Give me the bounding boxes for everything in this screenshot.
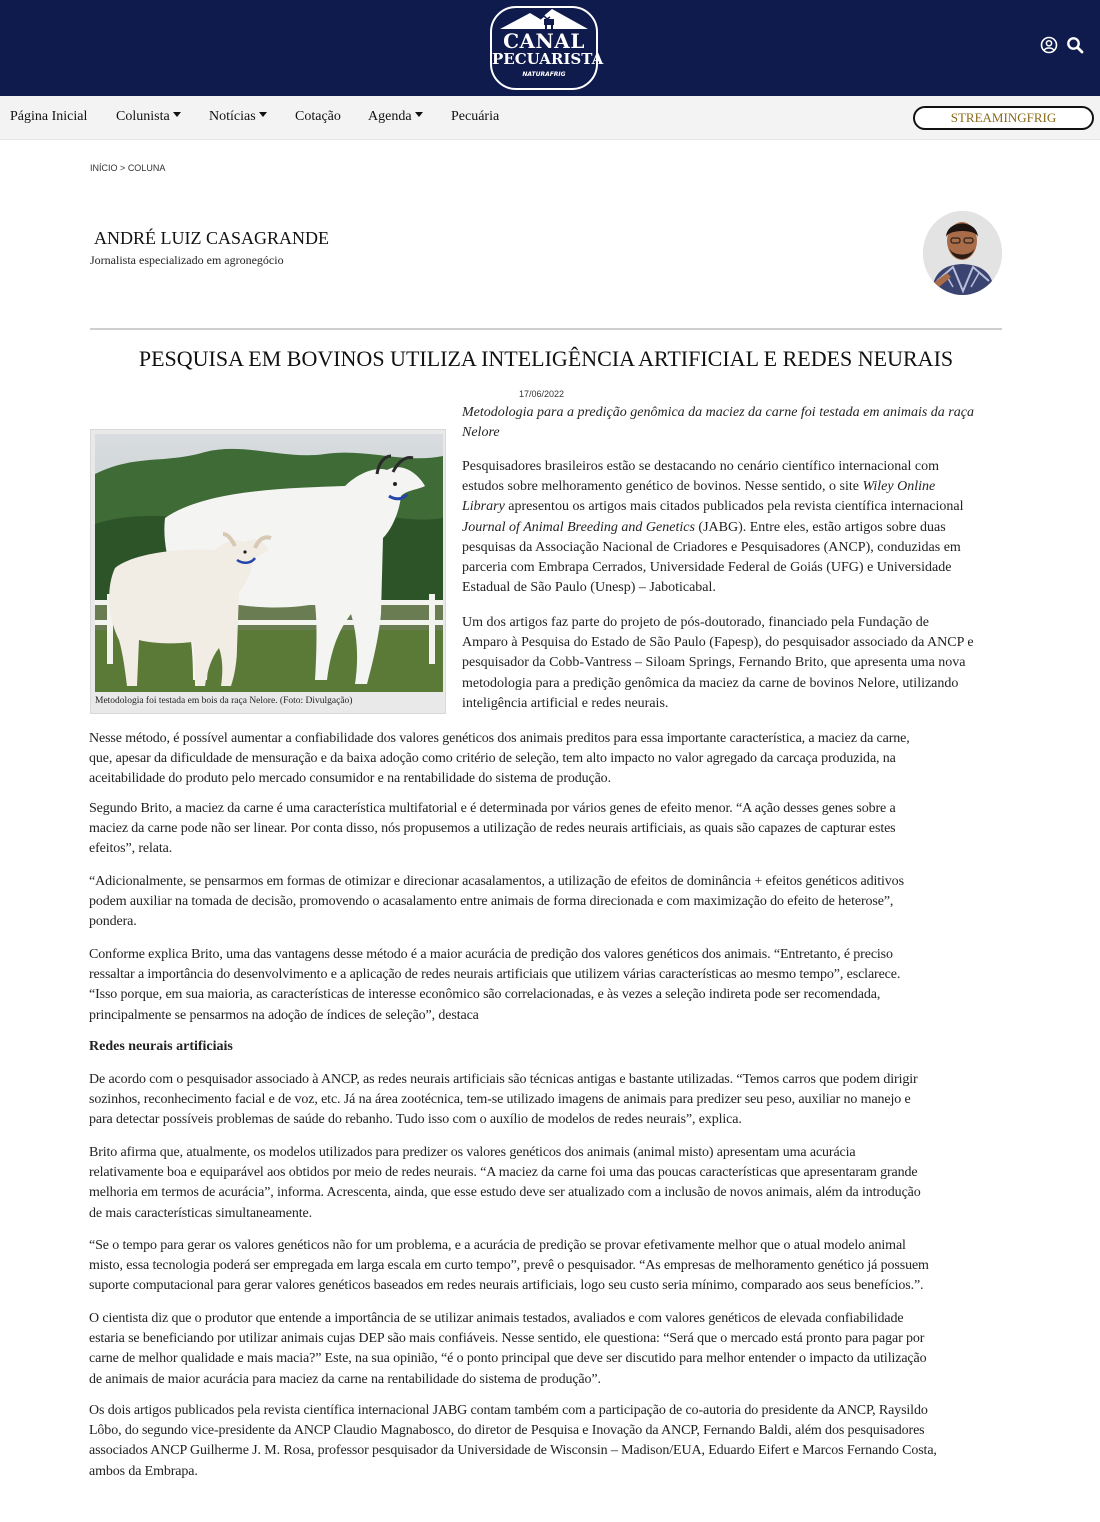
- text-line: carne de melhor qualidade e mais macia?” Este, na sua opinião, “é o ponto principal que deve ser discutido para melhor entender o impacto da utilização: [89, 1351, 927, 1367]
- logo-line-2: PECUARISTA: [492, 50, 604, 68]
- article-paragraph-3: [89, 729, 1004, 790]
- publication-name: Library: [462, 499, 505, 515]
- text-line: para detectar possíveis problemas de saúde do rebanho. Tudo isso com o auxílio de modelos de redes neurais”, explica.: [89, 1112, 742, 1128]
- text-line: Nesse método, é possível aumentar a confiabilidade dos valores genéticos dos animais preditos para essa importante característica, a maciez da carne,: [89, 731, 910, 746]
- text-line: [462, 477, 1002, 497]
- text-line: ressaltar a importância do desenvolvimento e a aplicação de redes neurais artificiais que utilizem várias características ao mesmo tempo”, esclarece.: [89, 967, 901, 983]
- text-line: relativamente boa e equiparável aos obtidos por meio de redes neurais. “A maciez da carne foi uma das poucas características que apresentaram grande: [89, 1165, 918, 1181]
- article-paragraph-5: [89, 872, 1004, 933]
- article-paragraph-6: [89, 945, 1004, 1026]
- article-paragraph-4: [89, 799, 1004, 860]
- article-paragraph-2: [462, 613, 1002, 714]
- text-line: melhoria em termos de acurácia”, informa. Acrescenta, ainda, que esse estudo deve ser atualizado com a inclusão de novos animais, além da introdução: [89, 1185, 921, 1201]
- site-header: [0, 0, 1100, 96]
- publication-name: Wiley Online: [862, 479, 936, 495]
- text-line: metodologia para a predição genômica da maciez da carne de bovinos Nelore, utilizando: [462, 675, 959, 691]
- text-line: “Se o tempo para gerar os valores genéticos não for um problema, e a acurácia de predição se provar efetivamente melhor que o atual modelo animal: [89, 1238, 906, 1253]
- text-line: pesquisas da Associação Nacional de Criadores e Pesquisadores (ANCP), conduzidas em: [462, 539, 961, 555]
- text-line: maciez da carne pode não ser linear. Por conta disso, nós propusemos a utilização de redes neurais artificiais, as quais são capazes de capturar estes: [89, 821, 896, 837]
- breadcrumb: [90, 163, 165, 173]
- main-nav: [0, 96, 1100, 140]
- text-line: Conforme explica Brito, uma das vantagens desse método é a maior acurácia de predição dos valores genéticos dos animais. “Entretanto, é preciso: [89, 947, 893, 962]
- article-subheading: [89, 1037, 1004, 1057]
- figure-caption: Metodologia foi testada em bois da raça Nelore. (Foto: Divulgação): [95, 696, 353, 706]
- text-line: Pesquisadores brasileiros estão se destacando no cenário científico internacional com: [462, 459, 939, 474]
- site-logo[interactable]: [490, 6, 604, 90]
- text-line: Estadual de São Paulo (Unesp) – Jaboticabal.: [462, 580, 716, 596]
- article-title: PESQUISA EM BOVINOS UTILIZA INTELIGÊNCIA ARTIFICIAL E REDES NEURAIS: [138, 346, 954, 371]
- text-line: parceria com Embrapa Cerrados, Universidade Federal de Goiás (UFG) e Universidade: [462, 560, 952, 576]
- article-date: 17/06/2022: [519, 389, 565, 399]
- text-line: Redes neurais artificiais: [89, 1039, 233, 1054]
- article-figure: [90, 429, 446, 714]
- chevron-down-icon: [173, 112, 181, 117]
- text-line: sozinhos, reconhecimento facial e de voz, etc. Já na área zootécnica, tem-se utilizado imagens de animais para predizer seu peso, auxiliar no manejo e: [89, 1092, 911, 1108]
- nav-label: Notícias: [209, 109, 256, 124]
- mountain-logo-icon: [500, 7, 588, 31]
- nelore-cattle-photo: [95, 434, 443, 692]
- text-line: estaria se beneficiando por utilizar animais cujas DEP são mais confiáveis. Nesse sentido, ele questiona: “Será que o mercado está pronto para pagar por: [89, 1331, 925, 1347]
- author-name[interactable]: ANDRÉ LUIZ CASAGRANDE: [94, 228, 329, 248]
- text-line: inteligência artificial e redes neurais.: [462, 695, 669, 711]
- nav-item-colunista[interactable]: [116, 109, 181, 125]
- nav-label: Colunista: [116, 109, 170, 124]
- nav-item-noticias[interactable]: [209, 109, 267, 125]
- article-paragraph-9: [89, 1236, 1004, 1297]
- text-line: efeitos”, relata.: [89, 841, 173, 857]
- chevron-down-icon: [415, 112, 423, 117]
- streamingfrig-button[interactable]: STREAMINGFRIG: [913, 106, 1094, 130]
- text-line: O cientista diz que o produtor que entende a importância de se utilizar animais testados, avaliados e com valores genéticos de elevada confiabilidade: [89, 1311, 904, 1326]
- nav-label: Agenda: [368, 109, 412, 124]
- text-line: “Adicionalmente, se pensarmos em formas de otimizar e direcionar acasalamentos, a utilização de efeitos de dominância + efeitos genéticos aditivos: [89, 874, 904, 889]
- article-lead: [462, 403, 1002, 443]
- author-avatar[interactable]: [923, 211, 1002, 295]
- article-paragraph-7: [89, 1070, 1004, 1131]
- text-line: que, apesar da dificuldade de mensuração e da baixa adoção como critério de seleção, tem alto impacto no valor agregado da carcaça produzida, na: [89, 751, 896, 767]
- text-segment: apresentou os artigos mais citados publicados pela revista científica internacional: [504, 499, 964, 515]
- nav-item-cotacao[interactable]: [295, 109, 341, 125]
- article-paragraph-8: [89, 1143, 1004, 1224]
- user-circle-icon[interactable]: [1040, 36, 1058, 54]
- article-paragraph-10: [89, 1309, 1004, 1390]
- logo-line-3: NATURAFRIG: [522, 71, 566, 78]
- text-line: suporte computacional para gerar valores genéticos baseados em redes neurais artificiais, logo seu custo seria mínimo, comparado aos seus benefícios.”.: [89, 1278, 924, 1294]
- section-divider: [90, 328, 1002, 330]
- text-line: de mais características simultaneamente.: [89, 1205, 312, 1221]
- text-line: podem auxiliar na tomada de decisão, promovendo o acasalamento entre animais de forma direcionada e com maximização do efeito de heterose”,: [89, 894, 894, 910]
- nav-item-pecuaria[interactable]: [451, 109, 499, 125]
- text-line: misto, essa tecnologia poderá ser empregada em larga escala em curto tempo”, prevê o pesquisador. “As empresas de melhoramento genético já possuem: [89, 1258, 929, 1274]
- logo-line-1: CANAL: [503, 29, 585, 53]
- text-line: associados ANCP Guilherme J. M. Rosa, professor pesquisador da Universidade de Wisconsin – Madison/EUA, Eduardo Eifert e Marcos Fernando Costa,: [89, 1443, 937, 1459]
- text-line: De acordo com o pesquisador associado à ANCP, as redes neurais artificiais são técnicas antigas e bastante utilizadas. “Temos carros que podem dirigir: [89, 1072, 918, 1087]
- article-paragraph-1: [462, 457, 1002, 598]
- text-line: Segundo Brito, a maciez da carne é uma característica multifatorial e é determinada por vários genes de efeito menor. “A ação desses genes sobre a: [89, 801, 896, 816]
- nav-label: Página Inicial: [10, 109, 88, 124]
- text-segment: estudos sobre melhoramento genético de bovinos. Nesse sentido, o site: [462, 479, 863, 495]
- publication-name: Journal of Animal Breeding and Genetics: [462, 519, 695, 535]
- text-line: pondera.: [89, 914, 137, 930]
- article-paragraph-11: [89, 1401, 1004, 1482]
- text-line: ambos da Embrapa.: [89, 1463, 198, 1479]
- text-line: “Isso porque, em sua maioria, as características de interesse econômico são correlacionadas, e às vezes a seleção indireta pode ser recomendada,: [89, 987, 881, 1003]
- breadcrumb-home-link[interactable]: INÍCIO: [90, 163, 118, 173]
- text-line: principalmente se pensarmos na adoção de índices de seleção”, destaca: [89, 1007, 479, 1023]
- text-line: [462, 497, 1002, 517]
- text-line: Lôbo, do segundo vice-presidente da ANCP Claudio Magnabosco, do diretor de Pesquisa e Inovação da ANCP, Fernando Baldi, além dos pesquisadores: [89, 1423, 925, 1439]
- nav-item-pagina-inicial[interactable]: [10, 109, 87, 125]
- text-line: Nelore: [462, 425, 500, 441]
- search-icon[interactable]: [1066, 36, 1084, 54]
- breadcrumb-separator: >: [120, 163, 126, 173]
- text-line: Os dois artigos publicados pela revista científica internacional JABG contam também com a participação de co-autoria do presidente da ANCP, Raysildo: [89, 1403, 928, 1418]
- author-role: Jornalista especializado em agronegócio: [90, 253, 284, 267]
- header-actions: [1038, 36, 1092, 56]
- text-line: Um dos artigos faz parte do projeto de pós-doutorado, financiado pela Fundação de: [462, 615, 929, 630]
- text-line: [462, 518, 1002, 538]
- chevron-down-icon: [259, 112, 267, 117]
- text-line: Brito afirma que, atualmente, os modelos utilizados para predizer os valores genéticos dos animais (animal misto) apresentam uma acurácia: [89, 1145, 856, 1160]
- text-line: Metodologia para a predição genômica da maciez da carne foi testada em animais da raça: [462, 405, 974, 420]
- text-segment: (JABG). Entre eles, estão artigos sobre duas: [694, 519, 946, 535]
- nav-item-agenda[interactable]: [368, 109, 423, 125]
- text-line: de animais de maior acurácia para maciez da carne na rentabilidade do sistema de produção”.: [89, 1371, 601, 1387]
- nav-label: Pecuária: [451, 109, 500, 124]
- text-line: Amparo à Pesquisa do Estado de São Paulo (Fapesp), do pesquisador associado da ANCP e: [462, 635, 974, 651]
- nav-label: Cotação: [295, 109, 341, 124]
- text-line: pesquisador da Cobb-Vantress – Siloam Springs, Fernando Brito, que apresenta uma nova: [462, 655, 966, 671]
- breadcrumb-current[interactable]: COLUNA: [127, 163, 166, 173]
- text-line: aceitabilidade do produto pelo mercado consumidor e na rentabilidade do sistema de produção.: [89, 771, 611, 787]
